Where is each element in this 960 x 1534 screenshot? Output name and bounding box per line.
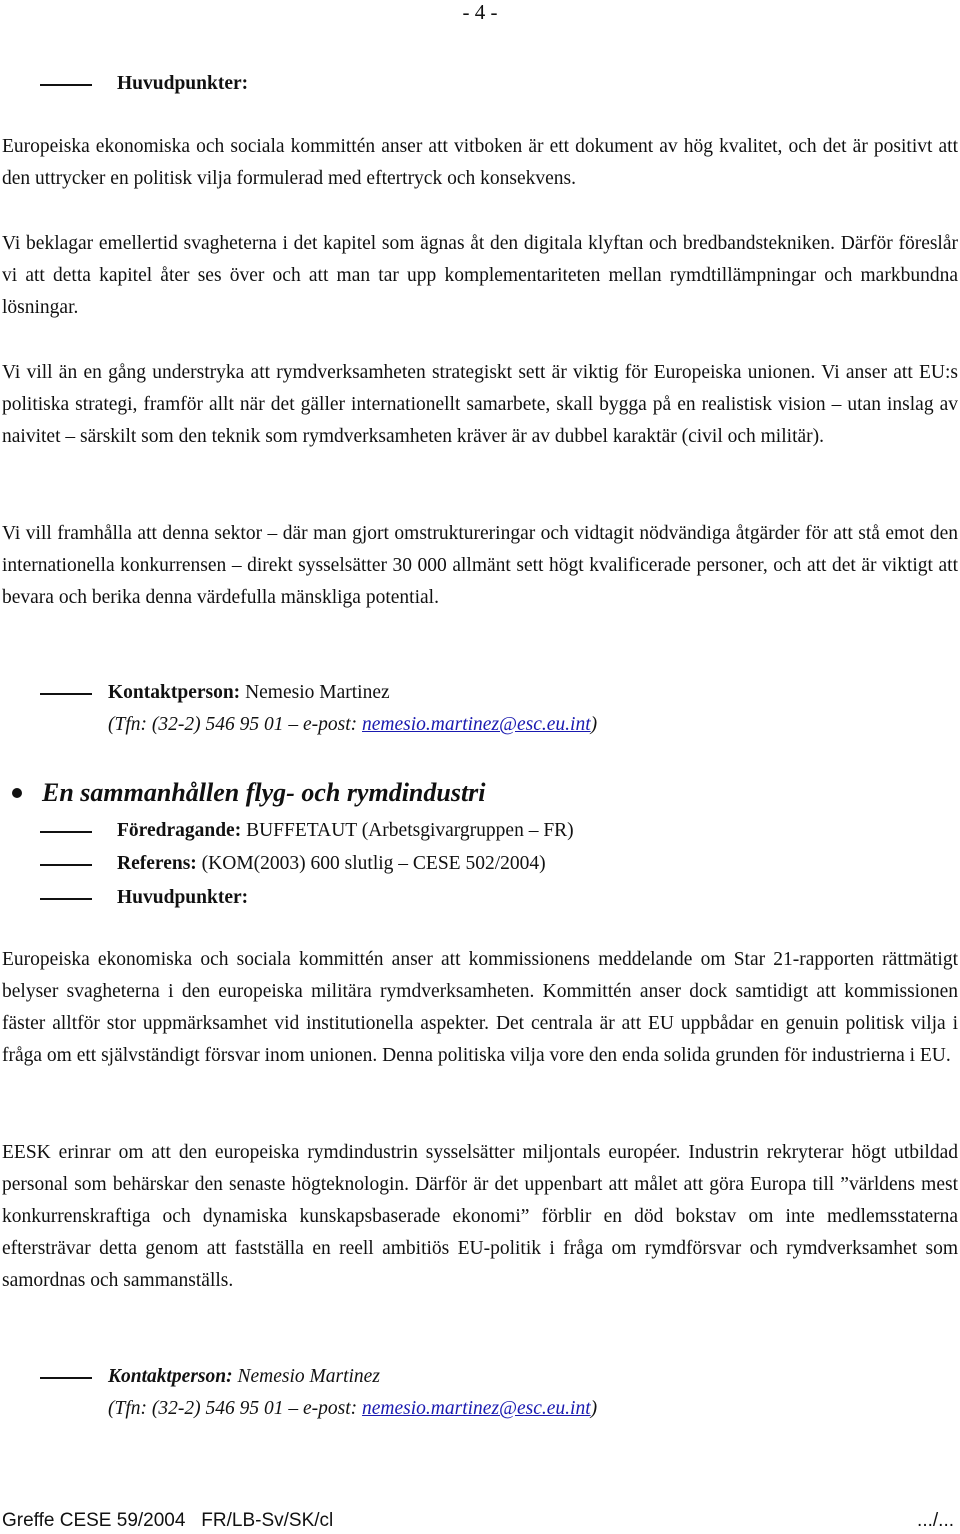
paragraph-2 — [2, 228, 958, 324]
rapporteur-value: BUFFETAUT (Arbetsgivargruppen – FR) — [246, 820, 574, 841]
rapporteur-line — [0, 815, 960, 847]
paragraph-3 — [2, 357, 958, 453]
contact-suffix: ) — [590, 1398, 598, 1419]
paragraph-text: Vi vill än en gång understryka att rymdverksamheten strategiskt sett är viktig för Europeiska unionen. Vi anser att EU:s politiska strategi, framför allt när det gäller internationellt samarbete, skall bygga på en realistisk vision – utan inslag av naivitet – särskilt som den teknik som rymdverksamheten kräver är av dubbel karaktär (civil och militär). — [2, 362, 958, 447]
dash-marker — [40, 1377, 92, 1379]
section-title: En sammanhållen flyg- och rymdindustri — [42, 778, 486, 807]
paragraph-text: EESK erinrar om att den europeiska rymdindustrin sysselsätter miljontals européer. Industrin rekryterar högt utbildad personal som behärskar den senaste högteknologin. Därför är det uppenbart att målet att göra Europa till ”världens mest konkurrenskraftiga och dynamiska kunskapsbaserade ekonomi” förblir en död bokstav om inte medlemsstaterna eftersträvar detta genom att fastställa en reell ambitiös EU-politik i fråga om rymdförsvar och rymdverksamhet som samordnas och sammanställs. — [2, 1142, 958, 1291]
paragraph-4 — [2, 518, 958, 614]
page-number: - 4 - — [462, 0, 498, 24]
contact-label: Kontaktperson: — [108, 682, 241, 703]
paragraph-5 — [2, 944, 958, 1072]
paragraph-text: Europeiska ekonomiska och sociala kommittén anser att vitboken är ett dokument av hög kvalitet, och det är positivt att den uttrycker en politisk vilja formulerad med eftertryck och konsekvens. — [2, 136, 958, 189]
paragraph-1 — [2, 131, 958, 195]
rapporteur-label: Föredragande: — [117, 820, 242, 841]
reference-text — [117, 848, 546, 880]
dash-marker — [40, 693, 92, 695]
contact-block-1 — [0, 677, 960, 741]
paragraph-text: Europeiska ekonomiska och sociala kommittén anser att kommissionens meddelande om Star 21-rapporten rättmätigt belyser svagheterna i den europeiska militära rymdverksamheten. Kommittén anser dock samtidigt att kommissionen fäster alltför stor uppmärksamhet vid institutionella aspekter. Det centrala är att EU uppbådar en genuin politisk vilja i fråga om ett självständigt försvar inom unionen. Denna politiska vilja vore den enda solida grunden för industrierna i EU. — [2, 949, 958, 1066]
contact-label: Kontaktperson: — [108, 1366, 233, 1387]
huvudpunkter-line-2 — [0, 882, 960, 914]
contact-details — [108, 1393, 597, 1425]
reference-label: Referens: — [117, 853, 197, 874]
contact-phone: (Tfn: (32-2) 546 95 01 – e-post: — [108, 714, 363, 735]
huvudpunkter-label: Huvudpunkter: — [117, 887, 249, 908]
huvudpunkter-line-1 — [0, 68, 960, 100]
reference-line — [0, 848, 960, 880]
bullet-icon — [12, 788, 22, 798]
contact-name: Nemesio Martinez — [237, 1366, 380, 1387]
footer-reference: Greffe CESE 59/2004 FR/LB-Sv/SK/cl — [2, 1510, 334, 1531]
huvudpunkter-label: Huvudpunkter: — [117, 73, 249, 94]
contact-line — [108, 677, 390, 709]
dash-marker — [40, 831, 92, 833]
contact-details — [108, 709, 597, 741]
contact-phone: (Tfn: (32-2) 546 95 01 – e-post: — [108, 1398, 363, 1419]
paragraph-text: Vi beklagar emellertid svagheterna i det kapitel som ägnas åt den digitala klyftan och bredbandstekniken. Därför föreslår vi att detta kapitel åter ses över och att man tar upp komplementariteten mellan rymdtillämpningar och markbundna lösningar. — [2, 233, 958, 318]
contact-line — [108, 1361, 380, 1393]
dash-marker — [40, 864, 92, 866]
email-link[interactable]: nemesio.martinez@esc.eu.int — [362, 1398, 591, 1419]
dash-marker — [40, 898, 92, 900]
footer-continuation: .../... — [917, 1510, 954, 1531]
rapporteur-text — [117, 815, 574, 847]
contact-suffix: ) — [590, 714, 598, 735]
email-link[interactable]: nemesio.martinez@esc.eu.int — [362, 714, 591, 735]
paragraph-6 — [2, 1137, 958, 1297]
footer — [2, 1508, 958, 1534]
reference-value: (KOM(2003) 600 slutlig – CESE 502/2004) — [201, 853, 546, 874]
contact-block-2 — [0, 1361, 960, 1425]
section-heading — [0, 771, 960, 815]
paragraph-text: Vi vill framhålla att denna sektor – där man gjort omstruktureringar och vidtagit nödvändiga åtgärder för att stå emot den internationella konkurrensen – direkt sysselsätter 30 000 allmänt sett högt kvalificerade personer, och att det är viktigt att bevara och berika denna värdefulla mänskliga potential. — [2, 523, 958, 608]
contact-name: Nemesio Martinez — [245, 682, 390, 703]
dash-marker — [40, 84, 92, 86]
